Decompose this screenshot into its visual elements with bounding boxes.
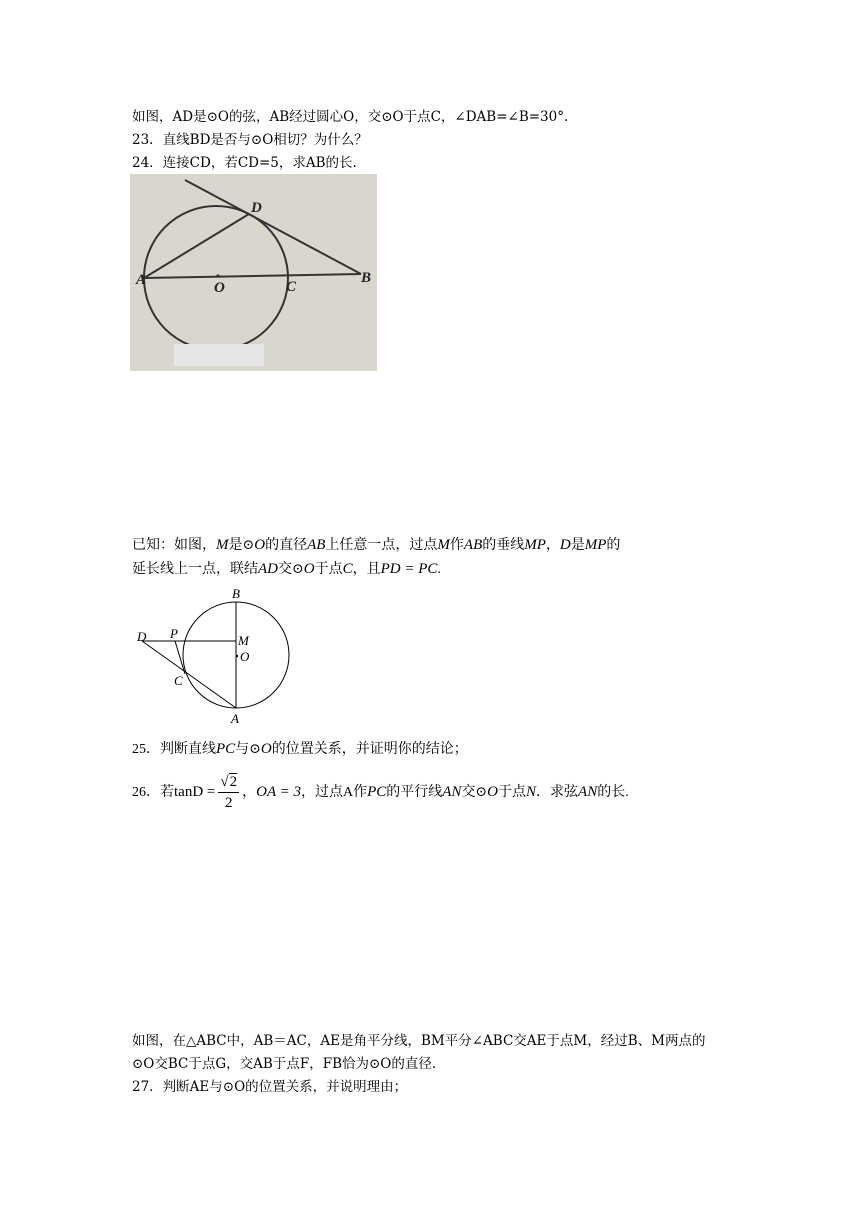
text: 的位置关系，并证明你的结论； [271, 742, 468, 757]
text: ， [545, 538, 560, 553]
text: ， [242, 785, 257, 800]
var-an: AN [442, 784, 462, 800]
text: 是 [570, 538, 585, 553]
equation-pd-pc: PD = PC [380, 561, 438, 577]
question-25 [132, 740, 468, 759]
var-d: D [559, 537, 571, 553]
redaction-patch [174, 344, 264, 366]
problem2-figure [130, 585, 300, 727]
text: 的长. [597, 785, 629, 800]
text: 的垂线 [482, 538, 525, 553]
fraction-sqrt2-over-2 [218, 772, 239, 813]
text: 的 [606, 538, 621, 553]
var-c: C [342, 561, 353, 577]
var-o: O [254, 537, 266, 553]
var-an: AN [578, 784, 598, 800]
sqrt-sign: √ [220, 774, 229, 791]
label-b: B [361, 270, 372, 286]
text: ．求弦 [536, 785, 579, 800]
question-23: 23．直线BD是否与⊙O相切？为什么？ [132, 132, 368, 148]
label-c: C [286, 279, 297, 295]
var-o: O [260, 741, 272, 757]
text: 25．判断直线 [132, 742, 216, 757]
text: 交⊙ [278, 562, 304, 577]
text: ，且 [352, 562, 381, 577]
question-26 [132, 770, 629, 815]
text: 的直径 [265, 538, 308, 553]
text: ，过点A作 [300, 785, 368, 800]
expr-oa: OA = 3 [256, 784, 301, 800]
var-ad: AD [258, 561, 278, 577]
question-24: 24．连接CD，若CD=5，求AB的长. [132, 155, 357, 171]
problem3-intro-line1: 如图，在△ABC中，AB＝AC，AE是角平分线，BM平分∠ABC交AE于点M，经过B、M两点的 [132, 1033, 706, 1049]
label-o: O [240, 649, 250, 664]
var-mp: MP [584, 537, 607, 553]
text: 已知：如图， [132, 538, 216, 553]
var-ab: AB [463, 537, 483, 553]
text: 是⊙ [228, 538, 255, 553]
var-pc: PC [216, 741, 236, 757]
center-dot-o [216, 274, 219, 277]
question-27: 27．判断AE与⊙O的位置关系，并说明理由； [132, 1079, 408, 1095]
chord-ad [144, 214, 249, 278]
tangent-line-bd [185, 180, 361, 274]
var-m: M [437, 537, 450, 553]
text: 作 [449, 538, 464, 553]
label-d: D [251, 200, 262, 216]
text: 与⊙ [235, 742, 261, 757]
label-m: M [238, 633, 249, 648]
line-da [142, 641, 236, 708]
fraction-denominator: 2 [224, 795, 233, 812]
expr-tan-d: tanD = [174, 784, 216, 800]
label-a: A [136, 272, 147, 288]
problem2-intro-line2 [132, 560, 441, 579]
text: 26．若 [132, 785, 174, 800]
problem2-intro-line1 [132, 536, 620, 555]
label-p: P [170, 626, 178, 641]
label-o: O [214, 280, 225, 296]
label-a: A [231, 711, 239, 726]
problem1-figure [130, 174, 377, 371]
fraction-numerator: 2 [229, 774, 238, 791]
text: 交⊙ [461, 785, 488, 800]
var-pc: PC [367, 784, 387, 800]
var-n: N [526, 784, 537, 800]
var-m: M [216, 537, 229, 553]
segment-ab [144, 274, 361, 278]
text: . [437, 562, 441, 577]
label-d: D [137, 629, 147, 644]
problem3-intro-line2: ⊙O交BC于点G，交AB于点F，FB恰为⊙O的直径. [132, 1056, 437, 1072]
var-ab: AB [307, 537, 326, 553]
problem1-intro: 如图，AD是⊙O的弦，AB经过圆心O，交⊙O于点C，∠DAB=∠B=30°. [132, 109, 569, 125]
var-o: O [487, 784, 499, 800]
text: 延长线上一点，联结 [132, 562, 258, 577]
var-o: O [303, 561, 315, 577]
label-c: C [174, 673, 183, 688]
label-b: B [232, 586, 240, 601]
text: 于点 [498, 785, 527, 800]
var-mp: MP [524, 537, 546, 553]
center-dot-o [236, 655, 238, 657]
text: 的平行线 [386, 785, 443, 800]
text: 于点 [314, 562, 343, 577]
text: 上任意一点，过点 [325, 538, 438, 553]
